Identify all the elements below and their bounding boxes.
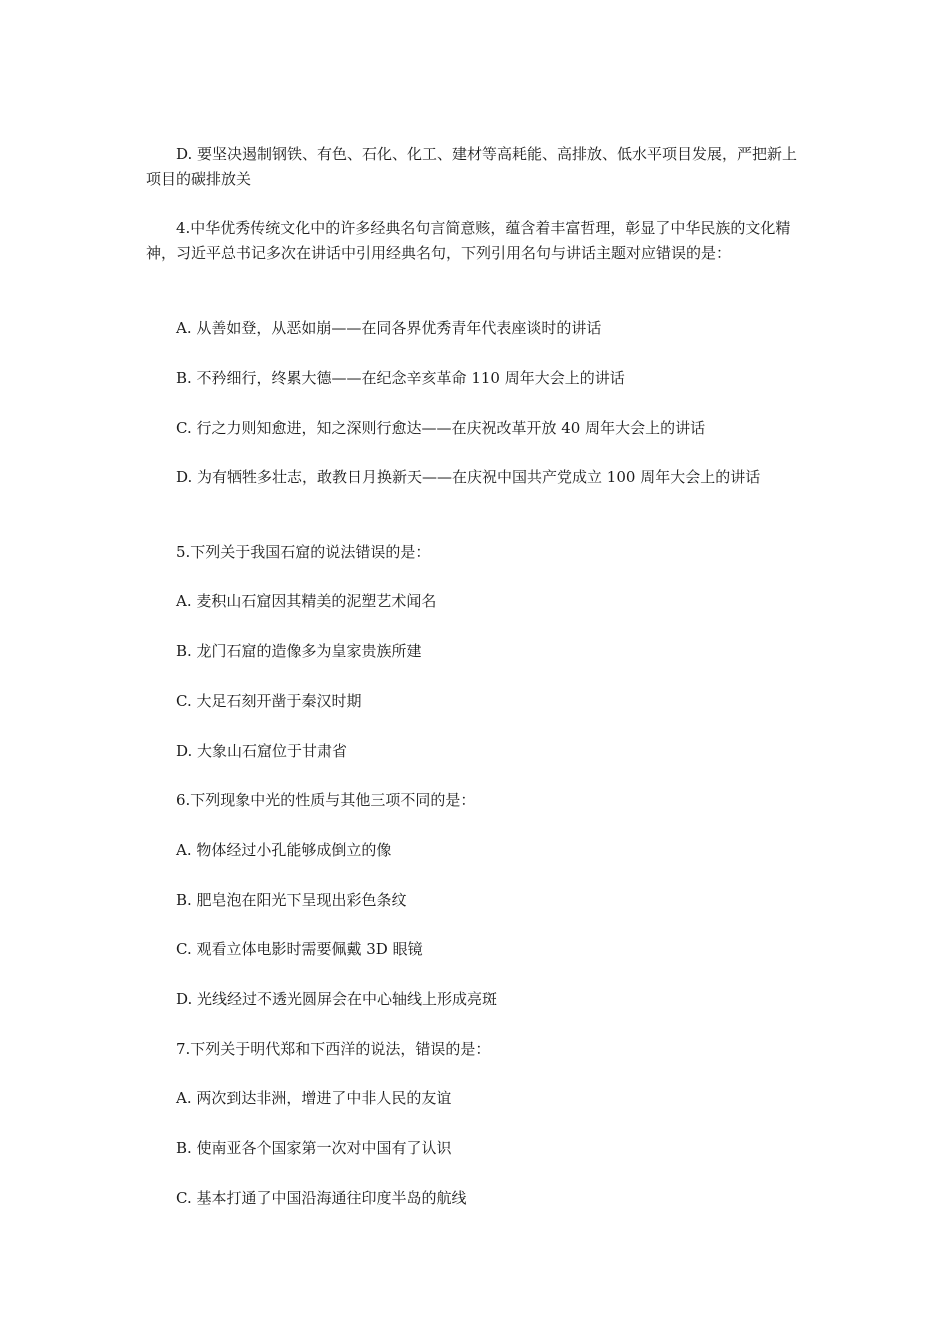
option-4a: A. 从善如登，从恶如崩——在同各界优秀青年代表座谈时的讲话 <box>176 319 602 337</box>
option-5b: B. 龙门石窟的造像多为皇家贵族所建 <box>176 642 422 660</box>
question-7: 7.下列关于明代郑和下西洋的说法，错误的是： <box>176 1040 491 1058</box>
option-6a: A. 物体经过小孔能够成倒立的像 <box>176 841 392 859</box>
option-4b: B. 不矜细行，终累大德——在纪念辛亥革命 110 周年大会上的讲话 <box>176 369 625 387</box>
option-4c: C. 行之力则知愈进，知之深则行愈达——在庆祝改革开放 40 周年大会上的讲话 <box>176 419 706 437</box>
option-6b: B. 肥皂泡在阳光下呈现出彩色条纹 <box>176 891 407 909</box>
question-5: 5.下列关于我国石窟的说法错误的是： <box>176 543 431 561</box>
option-7c: C. 基本打通了中国沿海通往印度半岛的航线 <box>176 1189 467 1207</box>
option-6c: C. 观看立体电影时需要佩戴 3D 眼镜 <box>176 940 423 958</box>
option-5a: A. 麦积山石窟因其精美的泥塑艺术闻名 <box>176 592 437 610</box>
option-5d: D. 大象山石窟位于甘肃省 <box>176 742 348 760</box>
option-3d: D. 要坚决遏制钢铁、有色、石化、化工、建材等高耗能、高排放、低水平项目发展，严把新上项目的碳排放关 <box>146 145 798 188</box>
option-4d: D. 为有牺牲多壮志，敢教日月换新天——在庆祝中国共产党成立 100 周年大会上的讲话 <box>176 468 761 486</box>
option-7b: B. 使南亚各个国家第一次对中国有了认识 <box>176 1139 452 1157</box>
question-4: 4.中华优秀传统文化中的许多经典名句言简意赅，蕴含着丰富哲理，彰显了中华民族的文化精神，习近平总书记多次在讲话中引用经典名句，下列引用名句与讲话主题对应错误的是： <box>146 219 791 262</box>
question-6: 6.下列现象中光的性质与其他三项不同的是： <box>176 791 476 809</box>
option-5c: C. 大足石刻开凿于秦汉时期 <box>176 692 362 710</box>
option-6d: D. 光线经过不透光圆屏会在中心轴线上形成亮斑 <box>176 990 498 1008</box>
option-7a: A. 两次到达非洲，增进了中非人民的友谊 <box>176 1089 452 1107</box>
